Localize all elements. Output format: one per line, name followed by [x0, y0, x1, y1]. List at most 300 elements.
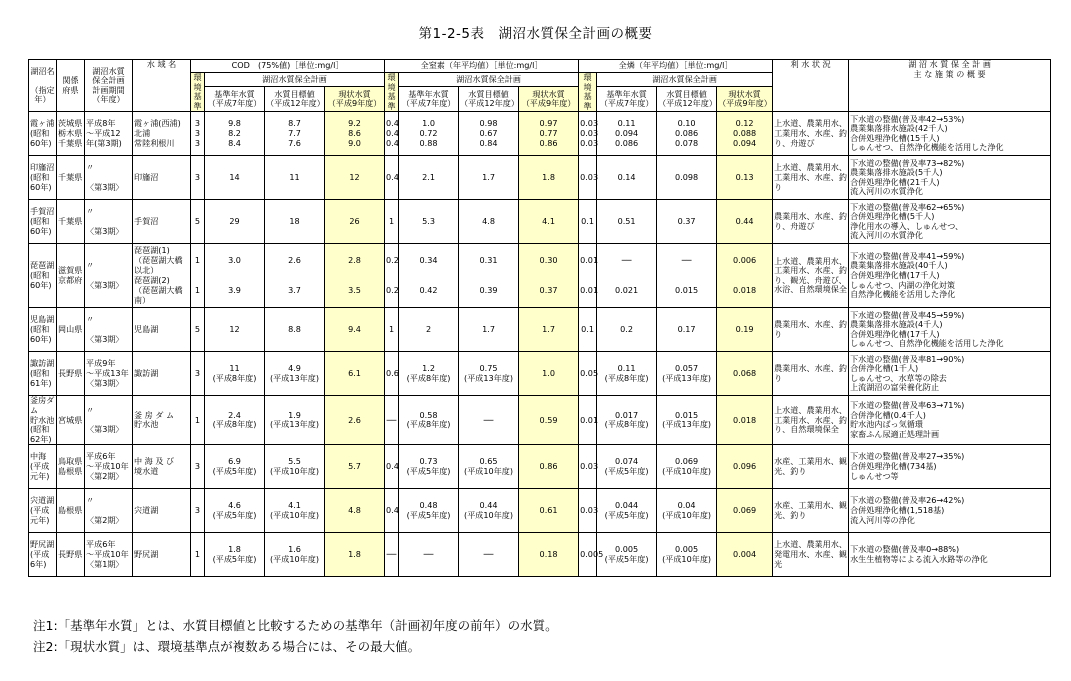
header-tp-current: [717, 86, 773, 112]
cell-tn-base-text: 2: [425, 324, 432, 335]
cell-tn-env: [385, 112, 399, 156]
cell-tp-env: [579, 445, 597, 489]
cell-tn-env-text: 1: [388, 216, 395, 227]
cell-tn-base: [399, 396, 459, 445]
cell-tn-current-text: [520, 246, 577, 306]
cell-area: [133, 200, 191, 244]
cell-tn-env: [385, 396, 399, 445]
header-tp-current-text: 現状水質 （平成9年度）: [718, 88, 772, 109]
header-tp-text: 全燐（年平均値）［単位:mg/l］: [618, 60, 733, 71]
cell-cod-env-text: 5: [194, 324, 201, 335]
cell-pref-text: 長野県: [58, 549, 83, 560]
cell-tp-target-text: 0.04 (平成10年度): [662, 500, 712, 520]
cell-area: [133, 352, 191, 396]
cell-area-text: 霞ヶ浦(西浦) 北浦 常陸利根川: [134, 118, 181, 148]
cell-tp-current: [717, 308, 773, 352]
header-tn: [385, 60, 579, 73]
cell-tn-base: [399, 156, 459, 200]
cell-tp-env: [579, 533, 604, 577]
cell-tp-current: [717, 112, 773, 156]
cell-tn-current-text: 1.0: [542, 368, 555, 379]
cell-period-text: 〃 〈第3期〉: [86, 206, 124, 236]
cell-pref-text: 岡山県: [58, 324, 83, 335]
cell-tn-current: [519, 156, 579, 200]
cell-tn-base: [399, 533, 459, 577]
cell-tp-env-text: 0.03: [580, 172, 599, 183]
cell-area: [133, 112, 191, 156]
header-cod: [191, 60, 385, 73]
table-row: [29, 445, 1051, 489]
cell-cod-target: [265, 445, 325, 489]
cell-cod-env: [191, 308, 205, 352]
header-tp-plan-text: 湖沼水質保全計画: [652, 73, 717, 84]
cell-tp-current-text: 0.44: [735, 216, 754, 227]
header-lake: [29, 60, 57, 112]
cell-lake-text: 琵琶湖 (昭和 60年): [30, 260, 55, 290]
cell-cod-env: [191, 533, 205, 577]
cell-use-text: 水産、工業用水、観光、釣り: [774, 500, 847, 520]
cell-tn-current: [519, 489, 579, 533]
cell-cod-current-text: 6.1: [348, 368, 361, 379]
cell-tn-base-text: 0.73 (平成5年度): [406, 456, 451, 476]
cell-cod-env: [191, 396, 205, 445]
cell-tn-base: [399, 112, 459, 156]
cell-tn-base: [399, 308, 459, 352]
cell-tp-current-text: 0.13: [735, 172, 754, 183]
cell-cod-env-text: 3: [194, 461, 201, 472]
cell-pref-text: 島根県: [58, 505, 83, 516]
cell-cod-base-text: [206, 246, 263, 306]
cell-measures: [849, 396, 1051, 445]
cell-cod-current: [325, 489, 385, 533]
cell-lake: [29, 156, 57, 200]
cell-tp-env: [579, 112, 597, 156]
cell-lake-text: 釜房ダム 貯水池 (昭和 62年): [30, 395, 55, 444]
cell-tp-current-text: 0.12 0.088 0.094: [732, 118, 757, 148]
cell-area: [133, 308, 191, 352]
cell-tn-base-text: ──: [423, 549, 434, 560]
split-value: 0.2: [386, 285, 399, 296]
cell-cod-target-text: 5.5 (平成10年度): [270, 456, 319, 476]
cell-period-text: 〃 〈第2期〉: [86, 495, 124, 525]
cell-tn-env-text: ──: [386, 414, 397, 425]
cell-cod-target-text: [266, 246, 323, 306]
cell-tn-env-text: ──: [386, 549, 397, 560]
cell-pref: [57, 244, 85, 308]
cell-cod-current-text: 2.6: [348, 414, 361, 425]
split-value: 0.31: [479, 255, 498, 266]
cell-area-text: 児島湖: [134, 324, 159, 335]
cell-tp-current: [717, 200, 773, 244]
cell-tp-env-text: 0.03 0.03 0.03: [580, 118, 599, 148]
split-value: 0.30: [539, 255, 558, 266]
cell-pref-text: 千葉県: [58, 172, 83, 183]
cell-cod-base-text: 2.4 (平成8年度): [212, 409, 257, 430]
cell-area: [133, 489, 191, 533]
cell-cod-env: [191, 112, 205, 156]
cell-cod-target: [265, 396, 325, 445]
cell-tn-target-text: 0.75 (平成13年度): [464, 363, 514, 383]
header-tn-target-text: 水質目標値 （平成12年度）: [460, 88, 519, 109]
cell-tn-target: [459, 112, 519, 156]
cell-tn-current: [519, 200, 579, 244]
cell-cod-current-text: 26: [349, 216, 360, 227]
split-value: 0.34: [419, 255, 438, 266]
cell-period-text: 平成6年 ～平成10年 〈第1期〉: [86, 539, 129, 569]
cell-cod-env-text: 5: [194, 216, 201, 227]
cell-cod-target: [265, 533, 325, 577]
cell-cod-env-text: [192, 246, 203, 306]
cell-tn-env-text: 0.6: [386, 368, 399, 379]
cell-use-text: 農業用水、水産、釣り: [774, 319, 847, 339]
cell-tn-target: [459, 489, 519, 533]
header-area-text: 水 域 名: [146, 59, 177, 69]
cell-measures-text: 下水道の整備(普及率0→88%) 水生生植物等による流入水路等の浄化: [850, 544, 988, 564]
split-value: 3.5: [348, 285, 361, 296]
cell-period-text: 平成6年 ～平成10年 〈第2期〉: [86, 451, 129, 481]
cell-lake: [29, 308, 57, 352]
cell-tp-target-text: 0.057 (平成13年度): [662, 363, 712, 383]
cell-period: [85, 445, 133, 489]
cell-tn-env-text: 0.4 0.4 0.4: [386, 118, 399, 148]
note-2: 注2:「現状水質」は、環境基準点が複数ある場合には、その最大値。: [33, 639, 421, 654]
cell-tp-env: [579, 156, 597, 200]
header-cod-plan-text: 湖沼水質保全計画: [262, 73, 327, 84]
cell-use: [773, 156, 849, 200]
split-value: ──: [681, 255, 692, 266]
split-value: 0.018: [732, 285, 757, 296]
split-value: 2.8: [348, 255, 361, 266]
cell-tp-base-text: 0.2: [620, 324, 634, 335]
cell-measures: [849, 308, 1051, 352]
cell-tp-base: [597, 445, 657, 489]
cell-cod-current-text: [326, 246, 383, 306]
cell-pref-text: 滋賀県 京都府: [58, 265, 83, 285]
cell-tp-base: [597, 112, 657, 156]
notes: [33, 615, 558, 657]
cell-tp-current-text: 0.069: [732, 505, 757, 516]
cell-use: [773, 396, 849, 445]
cell-tn-target: [459, 244, 519, 308]
cell-tn-base-text: 1.2 (平成8年度): [406, 363, 451, 383]
cell-tn-current-text: 4.1: [542, 216, 555, 227]
cell-use: [773, 445, 849, 489]
cell-cod-env: [191, 200, 205, 244]
header-cod-base-text: 基準年水質 （平成7年度）: [207, 88, 262, 109]
cell-lake-text: 手賀沼 (昭和 60年): [30, 206, 55, 236]
cell-tn-target-text: ──: [483, 414, 494, 425]
cell-tn-env-text: 0.4: [386, 172, 399, 183]
cell-tp-env: [579, 308, 597, 352]
cell-pref: [57, 445, 85, 489]
cell-measures-text: 下水道の整備(普及率45→59%) 農業集落排水施設(4千人) 合併処理浄化槽(17千人) しゅんせつ、自然浄化機能を活用した浄化: [850, 309, 1004, 349]
cell-area-text: [134, 246, 189, 306]
cell-tn-target-text: ──: [483, 549, 494, 560]
cell-measures-text: 下水道の整備(普及率63→71%) 合併浄化槽(0.4千人) 貯水池内ばっ気循環 家畜ふん尿適正処理計画: [850, 400, 965, 439]
cell-tn-target: [459, 308, 519, 352]
cell-measures: [849, 352, 1051, 396]
cell-tn-current-text: 0.18: [539, 549, 558, 560]
cell-period-text: 〃 〈第3期〉: [86, 404, 124, 435]
cell-tp-target: [657, 396, 717, 445]
cell-tn-target: [459, 156, 519, 200]
cell-pref-text: 宮城県: [58, 414, 83, 425]
cell-tn-target: [459, 533, 519, 577]
header-tn-target: [459, 86, 519, 112]
cell-tn-current: [519, 308, 579, 352]
cell-tp-current-text: 0.004: [732, 549, 757, 560]
cell-tp-env-text: 0.05: [580, 368, 599, 379]
cell-pref: [57, 489, 85, 533]
cell-tp-current: [717, 533, 773, 577]
cell-cod-current: [325, 533, 385, 577]
cell-cod-current-text: 1.8: [348, 549, 361, 560]
table-body: [29, 112, 1051, 577]
split-value: 0.01: [580, 255, 599, 266]
cell-tp-target-text: 0.37: [677, 216, 696, 227]
cell-cod-current: [325, 308, 385, 352]
cell-tn-current-text: 0.61: [539, 505, 558, 516]
header-tp-base-text: 基準年水質 （平成7年度）: [599, 88, 654, 109]
cell-cod-current: [325, 244, 385, 308]
cell-cod-env: [191, 489, 205, 533]
cell-cod-current: [325, 112, 385, 156]
cell-cod-env: [191, 445, 205, 489]
cell-cod-base: [205, 156, 265, 200]
cell-tn-target-text: 1.7: [482, 172, 495, 183]
cell-measures-text: 下水道の整備(普及率27→35%) 合併処理浄化槽(734基) しゅんせつ等: [850, 451, 965, 481]
cell-tp-target-text: [658, 246, 715, 306]
cell-tn-env-text: 0.4: [386, 461, 399, 472]
cell-tp-base: [597, 308, 657, 352]
cell-lake: [29, 489, 57, 533]
cell-lake: [29, 352, 57, 396]
header-tp-plan: [597, 73, 773, 87]
cell-tn-base: [399, 445, 459, 489]
cell-tp-base-text: 0.11 0.094 0.086: [614, 118, 639, 148]
cell-cod-target-text: 4.1 (平成10年度): [270, 500, 319, 520]
cell-cod-target: [265, 308, 325, 352]
cell-cod-env-text: 3: [194, 505, 201, 516]
header-tn-base-text: 基準年水質 （平成7年度）: [401, 88, 456, 109]
cell-lake-text: 児島湖 (昭和 60年): [30, 314, 55, 344]
cell-tn-current-text: 0.86: [539, 461, 558, 472]
cell-tp-target-text: 0.098: [674, 172, 699, 183]
cell-measures-text: 下水道の整備(普及率26→42%) 合併処理浄化槽(1,518基) 流入河川等の浄化: [850, 495, 965, 525]
cell-cod-base: [205, 489, 265, 533]
cell-cod-base: [205, 308, 265, 352]
cell-area-text: 釜 房 ダ ム 貯水池: [134, 409, 175, 430]
lake-plan-table: [28, 59, 1051, 577]
cell-pref: [57, 308, 85, 352]
cell-tp-env: [579, 489, 597, 533]
split-value: 0.021: [614, 285, 639, 296]
cell-period: [85, 156, 133, 200]
cell-tp-target: [657, 533, 717, 577]
table-row: [29, 308, 1051, 352]
cell-tn-base-text: 5.3: [422, 216, 435, 227]
cell-tp-target-text: 0.17: [677, 324, 696, 335]
cell-pref: [57, 156, 85, 200]
cell-tp-env-text: 0.03: [580, 461, 599, 472]
cell-tn-current-text: 0.59: [539, 414, 558, 425]
cell-cod-target-text: 18: [289, 216, 300, 227]
cell-cod-env-text: 3: [194, 172, 201, 183]
cell-period-text: 平成9年 ～平成13年 〈第3期〉: [86, 358, 129, 388]
cell-period: [85, 308, 133, 352]
cell-use: [773, 244, 849, 308]
cell-tn-env-text: 1: [388, 324, 395, 335]
cell-tp-target: [657, 445, 717, 489]
cell-cod-current: [325, 156, 385, 200]
cell-tn-target: [459, 396, 519, 445]
cell-cod-base: [205, 533, 265, 577]
header-period-text: 湖沼水質 保全計画 計画期間 （年度）: [92, 65, 125, 105]
table-row: [29, 396, 1051, 445]
cell-cod-base: [205, 112, 265, 156]
cell-cod-base: [205, 396, 265, 445]
cell-measures: [849, 445, 1051, 489]
cell-tp-env-text: 0.03: [580, 505, 599, 516]
cell-cod-base-text: 14: [229, 172, 240, 183]
cell-use: [773, 489, 849, 533]
cell-measures-text: 下水道の整備(普及率62→65%) 合併処理浄化槽(5千人) 浄化用水の導入、しゅんせつ、 流入河川の水質浄化: [850, 201, 965, 241]
header-cod-env-text: 環 境 基 準: [193, 72, 202, 111]
cell-lake: [29, 244, 57, 308]
cell-cod-target: [265, 112, 325, 156]
cell-tp-env-text: 0.1: [581, 324, 595, 335]
cell-pref: [57, 112, 85, 156]
cell-tn-base: [399, 244, 459, 308]
cell-use-text: 水産、工業用水、観光、釣り: [774, 456, 847, 476]
cell-tp-env: [579, 352, 597, 396]
cell-tp-current-text: 0.19: [735, 324, 754, 335]
cell-cod-target: [265, 156, 325, 200]
cell-measures-text: 下水道の整備(普及率73→82%) 農業集落排水施設(5千人) 合併処理浄化槽(21千人) 流入河川の水質浄化: [850, 157, 965, 197]
cell-tn-base-text: 1.0 0.72 0.88: [419, 118, 438, 148]
cell-cod-target: [265, 244, 325, 308]
cell-tn-env: [385, 244, 399, 308]
cell-lake: [29, 112, 57, 156]
table-row: [29, 200, 1051, 244]
cell-cod-env: [191, 156, 205, 200]
cell-cod-env-text: 3 3 3: [194, 118, 201, 148]
table-row: [29, 112, 1051, 156]
header-tp-base: [597, 86, 657, 112]
cell-tp-base-text: 0.005 (平成5年度): [604, 544, 649, 564]
cell-tp-target-text: 0.015 (平成13年度): [662, 409, 712, 430]
cell-period: [85, 112, 133, 156]
cell-cod-target-text: 1.9 (平成13年度): [270, 409, 319, 430]
header-cod-plan: [205, 73, 385, 87]
cell-period-text: 〃 〈第3期〉: [86, 260, 124, 290]
cell-tn-env: [385, 489, 399, 533]
cell-period: [85, 396, 133, 445]
header-use-text: 利 水 状 況: [790, 59, 831, 69]
cell-tp-base: [597, 244, 657, 308]
cell-pref-text: 茨城県 栃木県 千葉県: [58, 118, 83, 148]
cell-tn-target-text: 0.98 0.67 0.84: [479, 118, 498, 148]
cell-cod-current-text: 12: [349, 172, 360, 183]
header-cod-env: [191, 73, 205, 112]
cell-period: [85, 200, 133, 244]
cell-use-text: 農業用水、水産、釣り、舟遊び: [774, 211, 847, 231]
header-cod-target-text: 水質目標値 （平成12年度）: [266, 88, 325, 109]
cell-tn-current: [519, 533, 579, 577]
cell-tp-base: [597, 352, 657, 396]
split-value: 琵琶湖(2) （琵琶湖大橋南）: [134, 275, 183, 305]
cell-area-text: 野尻湖: [134, 549, 159, 560]
cell-pref: [57, 352, 85, 396]
header-tn-text: 全窒素（年平均値）［単位:mg/l］: [420, 60, 543, 71]
split-value: 3.0: [228, 255, 241, 266]
cell-tp-target: [657, 244, 717, 308]
cell-area: [133, 533, 191, 577]
cell-tp-current-text: 0.018: [732, 414, 757, 425]
cell-tp-target: [657, 156, 717, 200]
cell-lake: [29, 445, 57, 489]
cell-area-text: 諏訪湖: [134, 368, 159, 379]
split-value: 1: [194, 255, 201, 266]
cell-cod-current-text: 4.8: [348, 505, 361, 516]
header-tn-plan-text: 湖沼水質保全計画: [456, 73, 521, 84]
cell-cod-current: [325, 445, 385, 489]
split-value: 3.7: [288, 285, 301, 296]
cell-cod-base-text: 12: [229, 324, 240, 335]
cell-tp-target: [657, 112, 717, 156]
cell-tn-target-text: 1.7: [482, 324, 495, 335]
cell-tn-current: [519, 445, 579, 489]
split-value: 0.39: [479, 285, 498, 296]
cell-tp-env-text: 0.005: [580, 549, 604, 560]
cell-cod-target-text: 11: [289, 172, 300, 183]
cell-area: [133, 396, 191, 445]
cell-tp-target-text: 0.10 0.086 0.078: [674, 118, 699, 148]
cell-tn-env: [385, 156, 399, 200]
header-period: [85, 60, 133, 112]
cell-measures: [849, 200, 1051, 244]
cell-tn-current: [519, 352, 579, 396]
page-title: 第1-2-5表 湖沼水質保全計画の概要: [418, 26, 653, 42]
cell-cod-base-text: 1.8 (平成5年度): [212, 544, 257, 564]
cell-period-text: 〃 〈第3期〉: [86, 162, 124, 192]
cell-tn-base-text: [400, 246, 457, 306]
cell-measures: [849, 156, 1051, 200]
cell-area: [133, 156, 191, 200]
cell-tp-target: [657, 352, 717, 396]
split-value: 2.6: [288, 255, 301, 266]
cell-tn-base-text: 0.58 (平成8年度): [406, 409, 451, 430]
split-value: 0.01: [580, 285, 599, 296]
header-tn-current-text: 現状水質 （平成9年度）: [521, 88, 576, 109]
cell-tn-target-text: 4.8: [482, 216, 495, 227]
cell-tn-target: [459, 352, 519, 396]
cell-tp-target-text: 0.069 (平成10年度): [662, 456, 712, 476]
cell-tn-current: [519, 396, 579, 445]
header-tn-base: [399, 86, 459, 112]
cell-tp-target-text: 0.005 (平成10年度): [662, 544, 712, 564]
table-row: [29, 244, 1051, 308]
cell-area-text: 中 海 及 び 境水道: [134, 456, 175, 476]
cell-period-text: 〃 〈第3期〉: [86, 314, 124, 344]
header-measures: [849, 60, 1051, 112]
cell-use-text: 上水道、農業用水、工業用水、水産、釣り、観光、舟遊び、水浴、自然環境保全: [774, 255, 847, 295]
cell-lake-text: 印旛沼 (昭和 60年): [30, 162, 55, 192]
cell-tp-current-text: [718, 246, 771, 306]
cell-lake-text: 諏訪湖 (昭和 61年): [30, 358, 55, 388]
header-area: [133, 60, 191, 112]
cell-tp-base-text: 0.51: [617, 216, 636, 227]
